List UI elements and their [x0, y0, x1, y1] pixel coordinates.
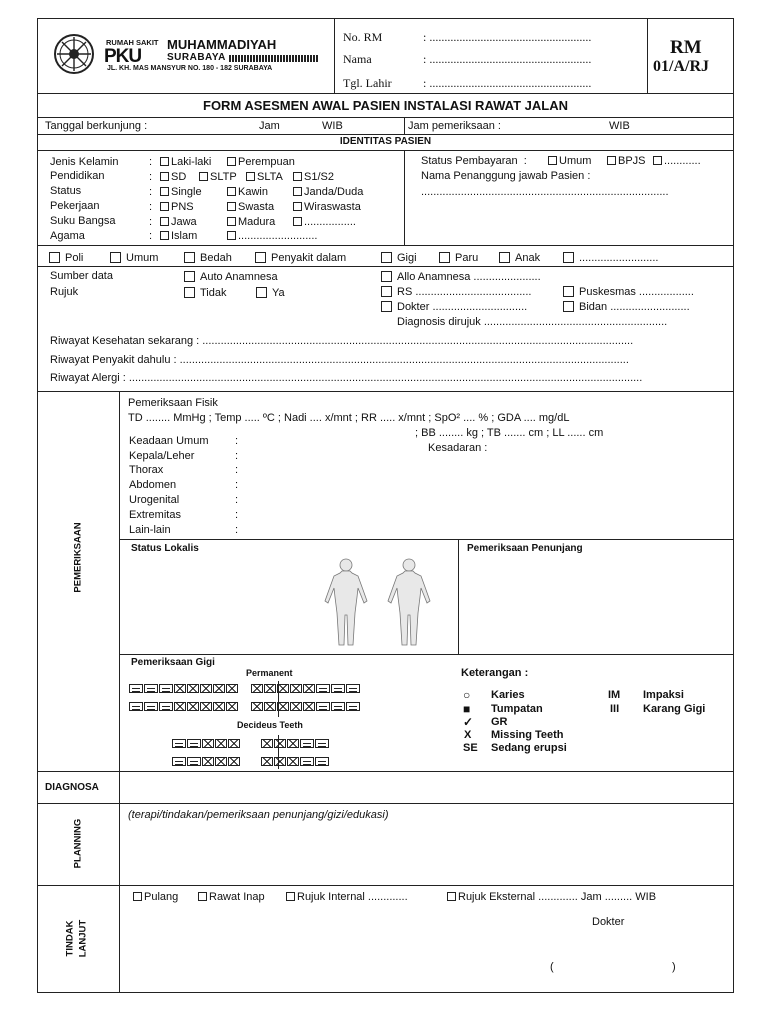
poli-paru[interactable]: [439, 252, 478, 264]
teeth-decideus-lower[interactable]: [172, 757, 330, 766]
option-bayar-other[interactable]: [653, 156, 701, 167]
identity-heading: IDENTITAS PASIEN: [339, 136, 432, 147]
vitals-line-2[interactable]: ; BB ........ kg ; TB ....... cm ; LL ...... cm: [415, 427, 604, 439]
checkbox[interactable]: [293, 187, 302, 196]
tooth[interactable]: [346, 684, 360, 693]
option-jawa[interactable]: [160, 217, 197, 228]
logo-line1: RUMAH SAKIT: [106, 38, 159, 47]
tooth[interactable]: [346, 702, 360, 711]
checkbox[interactable]: [160, 217, 169, 226]
tooth[interactable]: [228, 739, 240, 748]
option-label: Paru: [455, 252, 479, 264]
checkbox[interactable]: [548, 156, 557, 165]
checkbox[interactable]: [246, 172, 255, 181]
checkbox[interactable]: [160, 202, 169, 211]
poli-gigi[interactable]: [381, 252, 417, 264]
option-label: PNS: [171, 201, 194, 213]
tooth[interactable]: [215, 739, 227, 748]
tooth[interactable]: [172, 739, 186, 748]
poli-other[interactable]: [563, 252, 658, 264]
option-label: Single: [171, 186, 202, 198]
label-jenis-kelamin: Jenis Kelamin: [50, 156, 119, 168]
tooth[interactable]: [187, 702, 199, 711]
checkbox[interactable]: [439, 252, 450, 263]
tooth[interactable]: [287, 739, 299, 748]
pemeriksaan-gigi-label: Pemeriksaan Gigi: [131, 657, 215, 668]
tooth[interactable]: [144, 702, 158, 711]
checkbox[interactable]: [381, 252, 392, 263]
section-diagnosa: DIAGNOSA: [45, 782, 99, 793]
checkbox[interactable]: [160, 187, 169, 196]
colon: :: [149, 230, 153, 242]
legend-iii-symbol: III: [610, 703, 620, 715]
option-rujuk-eksternal[interactable]: [447, 892, 656, 903]
option-ya[interactable]: [256, 287, 285, 299]
label-status: Status: [50, 185, 82, 197]
tooth[interactable]: [290, 684, 302, 693]
poli-anak[interactable]: [499, 252, 540, 264]
colon: :: [235, 479, 239, 491]
checkbox[interactable]: [499, 252, 510, 263]
checkbox[interactable]: [227, 202, 236, 211]
tooth[interactable]: [316, 684, 330, 693]
poli-penyakit-dalam[interactable]: [255, 252, 346, 264]
tooth[interactable]: [200, 684, 212, 693]
section-pemeriksaan: PEMERIKSAAN: [72, 522, 84, 593]
option-label: Penyakit dalam: [271, 252, 347, 264]
exam-keadaan-umum: Keadaan Umum: [129, 435, 209, 447]
status-pembayaran-label: Status Pembayaran :: [421, 155, 527, 167]
tooth[interactable]: [300, 757, 314, 766]
option-label: BPJS: [618, 155, 646, 167]
option-rawat-inap[interactable]: [198, 892, 265, 903]
checkbox[interactable]: [293, 217, 302, 226]
exam-urogenital: Urogenital: [129, 494, 180, 506]
riwayat-kesehatan[interactable]: Riwayat Kesehatan sekarang : .............................................................................................................................................: [50, 336, 634, 347]
option-perempuan[interactable]: [227, 157, 295, 168]
hospital-address: JL. KH. MAS MANSYUR NO. 180 - 182 SURABAYA: [107, 65, 273, 72]
legend-karies-symbol: ○: [463, 688, 471, 702]
option-puskesmas[interactable]: [563, 286, 694, 298]
checkbox[interactable]: [184, 271, 195, 282]
checkbox[interactable]: [160, 157, 169, 166]
colon: :: [149, 186, 153, 198]
tooth[interactable]: [129, 684, 143, 693]
tooth[interactable]: [287, 757, 299, 766]
option-islam[interactable]: [160, 231, 197, 242]
tooth[interactable]: [159, 702, 173, 711]
decideus-label: Decideus Teeth: [237, 720, 303, 730]
teeth-midline: [278, 735, 279, 769]
tooth[interactable]: [228, 757, 240, 766]
option-label: SLTA: [257, 171, 283, 183]
checkbox[interactable]: [49, 252, 60, 263]
teeth-midline: [278, 681, 279, 717]
tooth[interactable]: [159, 684, 173, 693]
field-tgl-lahir-value[interactable]: : ......................................................: [423, 76, 592, 90]
dokter-label: Dokter: [592, 916, 625, 928]
option-label: Laki-laki: [171, 156, 212, 168]
option-label: Allo Anamnesa ......................: [397, 271, 541, 283]
poli-bedah[interactable]: [184, 252, 232, 264]
tooth[interactable]: [202, 739, 214, 748]
tooth[interactable]: [251, 684, 263, 693]
label-suku-bangsa: Suku Bangsa: [50, 215, 116, 227]
pemeriksaan-penunjang-label: Pemeriksaan Penunjang: [467, 543, 583, 554]
checkbox[interactable]: [227, 231, 236, 240]
tooth[interactable]: [187, 757, 201, 766]
legend-se-symbol: SE: [463, 742, 478, 754]
legend-gr: GR: [491, 716, 508, 728]
form-title: FORM ASESMEN AWAL PASIEN INSTALASI RAWAT JALAN: [203, 98, 568, 113]
tooth[interactable]: [172, 757, 186, 766]
legend-karies: Karies: [491, 689, 525, 701]
logo-city: SURABAYA: [167, 52, 226, 63]
poli-option[interactable]: [49, 252, 83, 264]
checkbox[interactable]: [227, 217, 236, 226]
kesadaran-label: Kesadaran :: [428, 442, 488, 454]
label-pekerjaan: Pekerjaan: [50, 200, 100, 212]
vitals-line-1[interactable]: TD ........ MmHg ; Temp ..... ºC ; Nadi .... x/mnt ; RR ..... x/mnt ; SpO² .... % ; GDA .... mg/dL: [128, 412, 570, 424]
signature-open-paren: (: [550, 961, 554, 973]
checkbox[interactable]: [184, 252, 195, 263]
visit-jam-label: Jam: [259, 120, 280, 132]
tooth[interactable]: [316, 702, 330, 711]
tooth[interactable]: [213, 702, 225, 711]
option-label: Bidan ..........................: [579, 301, 690, 313]
field-nama-value[interactable]: : ......................................................: [423, 52, 592, 66]
riwayat-penyakit[interactable]: Riwayat Penyakit dahulu : ...................................................................................................................................................: [50, 355, 629, 366]
field-nama-label: Nama: [343, 52, 372, 66]
form-code-rm: RM: [670, 37, 702, 58]
sumber-data-label: Sumber data: [50, 270, 113, 282]
option-label: Anak: [515, 252, 541, 264]
field-no-rm-label: No. RM: [343, 30, 383, 44]
exam-lain-lain: Lain-lain: [129, 524, 171, 536]
checkbox[interactable]: [653, 156, 662, 165]
checkbox[interactable]: [184, 287, 195, 298]
option-label: Auto Anamnesa: [200, 271, 278, 283]
option-janda-duda[interactable]: [293, 187, 363, 198]
colon: :: [149, 216, 153, 228]
tooth[interactable]: [300, 739, 314, 748]
option-label: Islam: [171, 230, 198, 242]
option-label: Pulang: [144, 891, 179, 903]
colon: :: [149, 201, 153, 213]
hospital-logo: [46, 34, 102, 74]
option-tidak[interactable]: [184, 287, 227, 299]
tooth[interactable]: [226, 702, 238, 711]
section-tindak: TINDAK: [64, 920, 76, 957]
checkbox[interactable]: [563, 286, 574, 297]
option-label: Puskesmas ..................: [579, 286, 694, 298]
tooth[interactable]: [331, 684, 345, 693]
tooth[interactable]: [264, 684, 276, 693]
colon: :: [235, 494, 239, 506]
option-label: Umum: [559, 155, 592, 167]
option-single[interactable]: [160, 187, 202, 198]
option-label: Poli: [65, 252, 84, 264]
option-label: Perempuan: [238, 156, 295, 168]
logo-city-bar: [229, 55, 319, 62]
planning-note: (terapi/tindakan/pemeriksaan penunjang/gizi/edukasi): [128, 809, 389, 821]
visit-date-label: Tanggal berkunjung :: [45, 120, 148, 132]
option-label: Rujuk Internal .............: [297, 891, 408, 903]
option-label: RS ......................................: [397, 286, 532, 298]
tooth[interactable]: [303, 702, 315, 711]
keterangan-label: Keterangan :: [461, 667, 529, 679]
visit-wib-label: WIB: [322, 120, 343, 132]
option-label: Madura: [238, 216, 276, 228]
option-wiraswasta[interactable]: [293, 202, 361, 213]
checkbox[interactable]: [563, 301, 574, 312]
legend-tumpatan: Tumpatan: [491, 703, 543, 715]
option-label: Janda/Duda: [304, 186, 364, 198]
option-label: Swasta: [238, 201, 275, 213]
checkbox[interactable]: [293, 172, 302, 181]
permanent-label: Permanent: [246, 668, 293, 678]
checkbox[interactable]: [381, 271, 392, 282]
tooth[interactable]: [144, 684, 158, 693]
checkbox[interactable]: [227, 157, 236, 166]
tooth[interactable]: [315, 757, 329, 766]
option-label: Dokter ...............................: [397, 301, 528, 313]
option-bpjs[interactable]: [607, 156, 646, 167]
tooth[interactable]: [274, 757, 286, 766]
colon: :: [235, 435, 239, 447]
tooth[interactable]: [187, 684, 199, 693]
option-label: SD: [171, 171, 187, 183]
option-label: Jawa: [171, 216, 197, 228]
logo-name: MUHAMMADIYAH: [167, 37, 277, 52]
status-pembayaran-text: Status Pembayaran: [421, 155, 518, 167]
option-label: Rawat Inap: [209, 891, 265, 903]
option-label: Kawin: [238, 186, 268, 198]
tooth[interactable]: [202, 757, 214, 766]
tooth[interactable]: [264, 702, 276, 711]
status-lokalis-label: Status Lokalis: [131, 543, 199, 554]
penanggung-input[interactable]: .................................................................................: [421, 186, 669, 198]
legend-iii: Karang Gigi: [643, 703, 706, 715]
field-tgl-lahir-label: Tgl. Lahir: [343, 76, 392, 90]
penanggung-label: Nama Penanggung jawab Pasien :: [421, 170, 591, 182]
tooth[interactable]: [290, 702, 302, 711]
checkbox[interactable]: [255, 252, 266, 263]
colon: :: [149, 171, 153, 183]
field-no-rm-value[interactable]: : ......................................................: [423, 30, 592, 44]
exam-thorax: Thorax: [129, 464, 164, 476]
option-sd[interactable]: [160, 172, 186, 183]
option-label: ..........................: [579, 252, 659, 264]
option-label: Ya: [272, 287, 285, 299]
tooth[interactable]: [331, 702, 345, 711]
legend-im: Impaksi: [643, 689, 684, 701]
tooth[interactable]: [187, 739, 201, 748]
poli-umum[interactable]: [110, 252, 158, 264]
checkbox[interactable]: [110, 252, 121, 263]
tooth[interactable]: [213, 684, 225, 693]
checkbox[interactable]: [381, 286, 392, 297]
legend-im-symbol: IM: [608, 689, 621, 701]
tooth[interactable]: [315, 739, 329, 748]
checkbox[interactable]: [160, 231, 169, 240]
checkbox[interactable]: [447, 892, 456, 901]
planning-input[interactable]: [121, 825, 732, 883]
option-pulang[interactable]: [133, 892, 178, 903]
colon: :: [235, 509, 239, 521]
option-label: .................: [304, 216, 356, 228]
checkbox[interactable]: [133, 892, 142, 901]
checkbox[interactable]: [227, 187, 236, 196]
legend-se: Sedang erupsi: [491, 742, 567, 754]
logo-main: PKU: [104, 46, 142, 67]
dokter-signature-field[interactable]: [560, 958, 670, 976]
checkbox[interactable]: [563, 252, 574, 263]
exam-extremitas: Extremitas: [129, 509, 181, 521]
teeth-decideus-upper[interactable]: [172, 739, 330, 748]
legend-gr-symbol: ✓: [463, 715, 474, 729]
body-diagram[interactable]: [316, 557, 440, 649]
checkbox[interactable]: [160, 172, 169, 181]
option-pns[interactable]: [160, 202, 194, 213]
tooth[interactable]: [261, 757, 273, 766]
tooth[interactable]: [174, 702, 186, 711]
option-label: Tidak: [200, 287, 227, 299]
option-label: Bedah: [200, 252, 232, 264]
option-madura[interactable]: [227, 217, 275, 228]
option-bidan[interactable]: [563, 301, 690, 313]
checkbox[interactable]: [198, 892, 207, 901]
checkbox[interactable]: [256, 287, 267, 298]
option-label: Rujuk Eksternal ............. Jam ......... WIB: [458, 891, 657, 903]
tooth[interactable]: [251, 702, 263, 711]
diagnosa-input[interactable]: [121, 773, 732, 801]
option-swasta[interactable]: [227, 202, 274, 213]
legend-missing: Missing Teeth: [491, 729, 564, 741]
option-label: ............: [664, 155, 701, 167]
legend-missing-symbol: X: [464, 729, 472, 741]
option-label: ..........................: [238, 230, 318, 242]
checkbox[interactable]: [199, 172, 208, 181]
colon: :: [235, 464, 239, 476]
tooth[interactable]: [215, 757, 227, 766]
riwayat-alergi[interactable]: Riwayat Alergi : ........................................................................................................................................................................: [50, 373, 643, 384]
section-planning: PLANNING: [72, 818, 84, 869]
option-agama-other[interactable]: [227, 231, 317, 242]
option-label: Umum: [126, 252, 159, 264]
colon: :: [235, 524, 239, 536]
teeth-permanent-upper[interactable]: [129, 684, 361, 693]
form-code-number: 01/A/RJ: [653, 58, 709, 75]
legend-tumpatan-symbol: ■: [463, 702, 471, 716]
exam-kepala-leher: Kepala/Leher: [129, 450, 195, 462]
option-rujuk-internal[interactable]: [286, 892, 408, 903]
colon: :: [149, 156, 153, 168]
exam-time-label: Jam pemeriksaan :: [408, 120, 501, 132]
exam-abdomen: Abdomen: [129, 479, 177, 491]
option-dokter[interactable]: [381, 301, 527, 313]
option-s1-s2[interactable]: [293, 172, 334, 183]
option-label: Gigi: [397, 252, 417, 264]
option-umum[interactable]: [548, 156, 591, 167]
tooth[interactable]: [303, 684, 315, 693]
option-slta[interactable]: [246, 172, 283, 183]
tooth[interactable]: [129, 702, 143, 711]
diagnosis-dirujuk[interactable]: Diagnosis dirujuk ............................................................: [397, 316, 668, 328]
checkbox[interactable]: [381, 301, 392, 312]
option-laki-laki[interactable]: [160, 157, 211, 168]
pemeriksaan-fisik-label: Pemeriksaan Fisik: [128, 397, 218, 409]
exam-wib-label: WIB: [609, 120, 630, 132]
option-allo-anamnesa[interactable]: [381, 271, 541, 283]
option-suku-other[interactable]: [293, 217, 356, 228]
option-label: Wiraswasta: [304, 201, 361, 213]
tooth[interactable]: [226, 684, 238, 693]
option-rs[interactable]: [381, 286, 531, 298]
label-pendidikan: Pendidikan: [50, 170, 105, 182]
option-sltp[interactable]: [199, 172, 237, 183]
option-auto-anamnesa[interactable]: [184, 271, 278, 283]
colon: :: [235, 450, 239, 462]
checkbox[interactable]: [293, 202, 302, 211]
rujuk-label: Rujuk: [50, 286, 79, 298]
section-lanjut: LANJUT: [77, 919, 89, 958]
option-label: S1/S2: [304, 171, 334, 183]
tooth[interactable]: [174, 684, 186, 693]
option-label: SLTP: [210, 171, 237, 183]
checkbox[interactable]: [286, 892, 295, 901]
signature-close-paren: ): [672, 961, 676, 973]
tooth[interactable]: [200, 702, 212, 711]
option-kawin[interactable]: [227, 187, 268, 198]
label-agama: Agama: [50, 230, 85, 242]
tooth[interactable]: [261, 739, 273, 748]
tooth[interactable]: [274, 739, 286, 748]
teeth-permanent-lower[interactable]: [129, 702, 361, 711]
checkbox[interactable]: [607, 156, 616, 165]
